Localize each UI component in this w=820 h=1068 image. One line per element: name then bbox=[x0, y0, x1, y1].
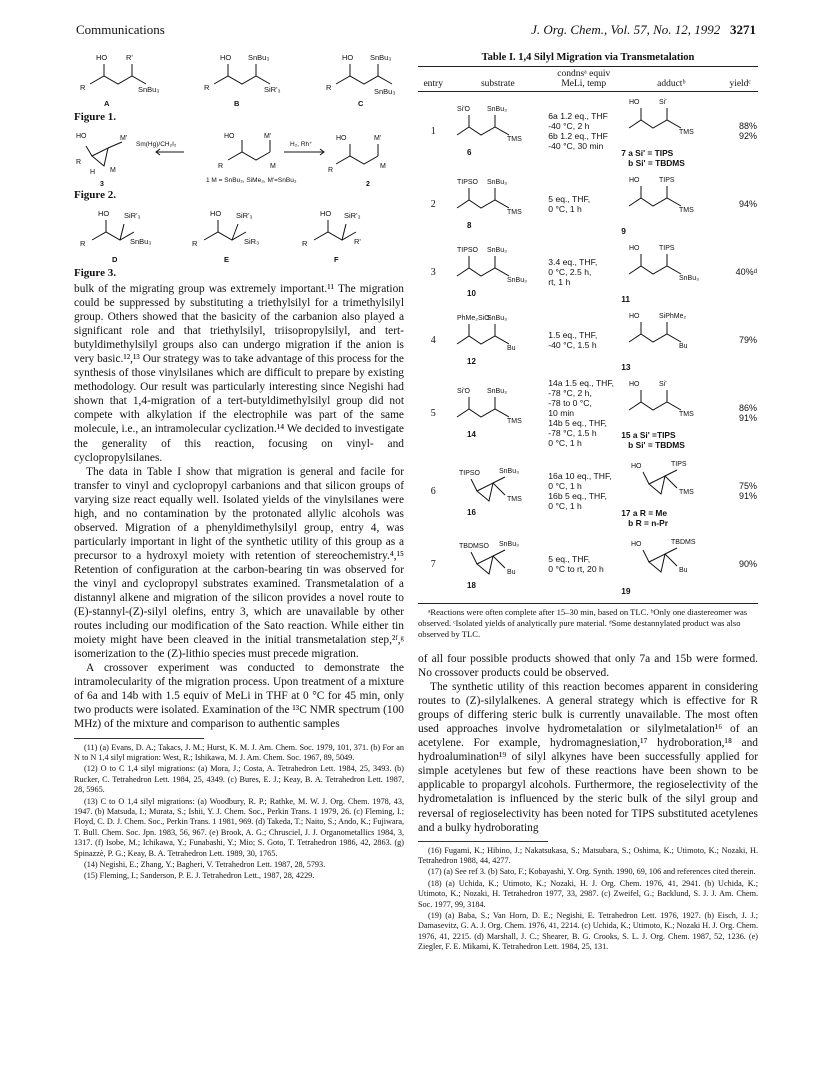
conditions-cell: 5 eq., THF, 0 °C, 1 h bbox=[548, 194, 591, 214]
svg-text:SnBu₃: SnBu₃ bbox=[370, 53, 392, 62]
yield-cell: 75% 91% bbox=[738, 481, 757, 501]
svg-text:R': R' bbox=[354, 237, 361, 246]
svg-text:SnBu₃: SnBu₃ bbox=[248, 53, 270, 62]
yield-cell: 94% bbox=[738, 199, 757, 209]
substrate-structure bbox=[449, 383, 541, 441]
table-row bbox=[418, 530, 758, 598]
svg-text:SnBu₃: SnBu₃ bbox=[507, 277, 528, 284]
left-footnotes bbox=[74, 743, 404, 882]
svg-text:R: R bbox=[328, 167, 334, 174]
table-title: Table I. 1,4 Silyl Migration via Transmetalation bbox=[481, 52, 695, 63]
svg-text:Bu: Bu bbox=[507, 345, 516, 352]
conditions-cell: 5 eq., THF, 0 °C to rt, 20 h bbox=[548, 554, 604, 574]
svg-text:HO: HO bbox=[629, 381, 640, 388]
substrate-cell bbox=[448, 170, 547, 238]
right-paragraph-2: The synthetic utility of this reaction becomes apparent in considering routes to (Z)-silylalkenes. A general strategy which is effective for R groups of differing steric bulk is currently unavailable. The most often used approaches involve hydrometalation or silylmetalation¹⁶ of an acetylene. For example, hydromagnesiation,¹⁷ hydroboration,¹⁸ and hydroalumination¹⁹ of silyl alkynes have been successfully applied for simple acetylenes but few of these reactions have been shown to be applicable to propargyl alcohols. Furthermore, the regioselectivity of the hydrometalation is influenced by the steric bulk of the silyl group and reversal of regioselectivity has been noted for TIPS substituted acetylenes and a bulky hydroborating bbox=[418, 681, 758, 834]
footnote-12: (12) O to C 1,4 silyl migrations: (a) Mora, J.; Costa, A. Tetrahedron Lett. 1984, 25, 3493. (b) Rucker, C. Tetrahedron Lett. 1984, 25, 4349. (c) Bures, E. J.; Keay, B. A. Tetrahedron Lett. 1987, 28, 5965. bbox=[74, 764, 404, 795]
entry-number: 5 bbox=[430, 407, 436, 419]
substrate-structure-number: 8 bbox=[467, 221, 472, 230]
svg-text:TIPS: TIPS bbox=[659, 177, 675, 184]
substrate-structure-number: 12 bbox=[467, 357, 477, 366]
svg-text:HO: HO bbox=[320, 209, 332, 218]
svg-text:HO: HO bbox=[96, 53, 108, 62]
svg-text:SnBu₃: SnBu₃ bbox=[499, 468, 520, 475]
figure-1-caption: Figure 1. bbox=[74, 111, 116, 123]
substrate-cell bbox=[448, 306, 547, 374]
conditions-cell: 14a 1.5 eq., THF, -78 °C, 2 h, -78 to 0 °C, 10 min 14b 5 eq., THF, -78 °C, 1.5 h 0 °C, 1 h bbox=[548, 378, 615, 448]
table-notes bbox=[418, 603, 758, 640]
svg-text:Bu: Bu bbox=[679, 567, 688, 574]
substrate-cell bbox=[448, 452, 547, 530]
substrate-cell bbox=[448, 374, 547, 452]
running-head-journal bbox=[531, 22, 756, 38]
svg-text:SiR'₃: SiR'₃ bbox=[236, 211, 253, 220]
adduct-cell bbox=[620, 374, 722, 452]
svg-text:SnBu₃: SnBu₃ bbox=[679, 275, 700, 282]
table-header-row bbox=[418, 67, 758, 92]
right-body-text bbox=[418, 652, 758, 835]
svg-text:SiR₃: SiR₃ bbox=[244, 237, 260, 246]
svg-text:HO: HO bbox=[629, 245, 640, 252]
svg-text:HO: HO bbox=[631, 463, 642, 470]
substrate-structure-number: 18 bbox=[467, 581, 477, 590]
svg-text:SnBu₃: SnBu₃ bbox=[487, 388, 508, 395]
footnote-19: (19) (a) Baba, S.; Van Horn, D. E.; Negishi, E. Tetrahedron Lett. 1976, 1927. (b) Eisch, J. J.; Damasevitz, G. A. J. Org. Chem. 1976, 41, 2214. (c) Uchida, K.; Utimoto, K.; Nozaki H. J. Org. Chem. 1976, 41, 2215. (d) Marshall, J. C.; Shearer, B. G. Crooks, S. L. J. Org. Chem. 1987, 52, 1236. (e) Ziegler, F. E. Mikami, K. Tetrahedron Lett. 1984, 25, 131. bbox=[418, 911, 758, 952]
yield-cell: 79% bbox=[738, 335, 757, 345]
footnote-11: (11) (a) Evans, D. A.; Takacs, J. M.; Hurst, K. M. J. Am. Chem. Soc. 1979, 101, 371. (b) For an N to N 1,4 silyl migration: West, R.; Ishikawa, M. J. Am. Chem. Soc. 1967, 89, 5049. bbox=[74, 742, 404, 762]
svg-text:Bu: Bu bbox=[507, 569, 516, 576]
fig2-legend: 1 M = SnBu₃, SiMe₃, M'=SnBu₃ bbox=[206, 177, 297, 184]
svg-text:M': M' bbox=[264, 133, 272, 140]
right-column bbox=[418, 48, 758, 954]
svg-text:SnBu₃: SnBu₃ bbox=[130, 237, 152, 246]
substrate-cell bbox=[448, 238, 547, 306]
table-row bbox=[418, 452, 758, 530]
footnote-18: (18) (a) Uchida, K.; Utimoto, K.; Nozaki, H. J. Org. Chem. 1976, 41, 2941. (b) Uchida, K.; Utimoto, K.; Nozaki, H. Tetrahedron 1977, 33, 2987. (c) Zweifel, G.; Backlund, S. J. J. Am. Chem. Soc. 1977, 99, 3184. bbox=[418, 878, 758, 909]
left-paragraph-3: A crossover experiment was conducted to demonstrate the intramolecularity of the migration process. Upon treatment of a mixture of 6a and 14b with 1.5 equiv of MeLi in THF at 0 °C for 45 min, only two products were isolated. Examination of the ¹³C NMR spectrum (100 MHz) of the mixture and comparison to authentic samples bbox=[74, 662, 404, 731]
fig3-label-f: F bbox=[334, 255, 339, 264]
svg-text:Bu: Bu bbox=[679, 343, 688, 350]
adduct-cell bbox=[620, 170, 722, 238]
adduct-cell bbox=[620, 452, 722, 530]
journal-citation: J. Org. Chem., Vol. 57, No. 12, 1992 bbox=[531, 22, 721, 37]
substrate-structure bbox=[449, 461, 541, 519]
svg-text:TBDMSO: TBDMSO bbox=[459, 543, 490, 550]
svg-text:M: M bbox=[270, 163, 276, 170]
svg-text:SiR'₃: SiR'₃ bbox=[344, 211, 361, 220]
svg-text:SnBu₃: SnBu₃ bbox=[487, 179, 508, 186]
svg-text:HO: HO bbox=[220, 53, 232, 62]
fig2-reagent-1: Sm(Hg)/CH₂I₂ bbox=[136, 141, 177, 148]
svg-text:SnBu₃: SnBu₃ bbox=[138, 85, 160, 94]
substrate-cell bbox=[448, 530, 547, 598]
substrate-structure bbox=[449, 242, 541, 300]
svg-text:TBDMS: TBDMS bbox=[671, 539, 696, 546]
fig2-label-3: 3 bbox=[100, 181, 104, 188]
adduct-structure bbox=[621, 94, 713, 146]
running-head-section: Communications bbox=[76, 22, 165, 37]
figure-3-caption: Figure 3. bbox=[74, 267, 116, 279]
svg-text:TIPS: TIPS bbox=[671, 461, 687, 468]
svg-text:H: H bbox=[90, 169, 96, 176]
fig3-label-e: E bbox=[224, 255, 230, 264]
svg-text:TMS: TMS bbox=[507, 209, 523, 216]
adduct-structure bbox=[621, 172, 713, 224]
footnote-13: (13) C to O 1,4 silyl migrations: (a) Woodbury, R. P.; Rathke, M. W. J. Org. Chem. 1978, 43, 1947. (b) Matsuda, I.; Murata, S.; Ishii, Y. J. Chem. Soc., Perkin Trans. 1 1979, 26. (c) Fleming, I.; Floyd, C. D. J. Chem. Soc., Perkin Trans. 1 1981, 969. (d) Takeda, T.; Naito, S.; Ando, K.; Fujiwara, T. Bull. Chem. Soc. Jpn. 1983, 56, 967. (e) Brook, A. G.; Chrusciel, J. J. Organometallics 1984, 3, 1317. (f) Isobe, M.; Ichikawa, Y.; Funabashi, Y.; Mio; S. Goto, T. Tetrahedron 1986, 42, 2863. (g) Spinazzè, P. G.; Keay, B. A. Tetrahedron Lett. 1989, 30, 1765. bbox=[74, 796, 404, 858]
svg-text:TMS: TMS bbox=[679, 129, 694, 136]
left-body-text bbox=[74, 282, 404, 732]
adduct-label: 13 bbox=[621, 362, 631, 372]
svg-text:TMS: TMS bbox=[679, 207, 694, 214]
figure-1-structures bbox=[74, 48, 404, 110]
figure-1 bbox=[74, 48, 404, 123]
conditions-cell: 3.4 eq., THF, 0 °C, 2.5 h, rt, 1 h bbox=[548, 257, 598, 287]
yield-cell: 40%ᵈ bbox=[735, 267, 757, 277]
svg-text:TIPSO: TIPSO bbox=[457, 179, 479, 186]
svg-text:SnBu₃: SnBu₃ bbox=[487, 315, 508, 322]
svg-text:R: R bbox=[80, 239, 86, 248]
svg-text:HO: HO bbox=[224, 133, 235, 140]
svg-text:R: R bbox=[192, 239, 198, 248]
svg-text:PhMe₂SiO: PhMe₂SiO bbox=[457, 315, 491, 322]
adduct-cell bbox=[620, 92, 722, 171]
figure-2-scheme bbox=[74, 126, 404, 188]
yield-cell: 86% 91% bbox=[738, 403, 757, 423]
svg-text:SnBu₃: SnBu₃ bbox=[487, 247, 508, 254]
svg-text:R: R bbox=[76, 159, 82, 166]
table-row bbox=[418, 170, 758, 238]
svg-text:TIPS: TIPS bbox=[659, 245, 675, 252]
adduct-label: 17 a R = Me b R = n-Pr bbox=[621, 508, 668, 528]
entry-number: 7 bbox=[430, 558, 436, 570]
conditions-cell: 6a 1.2 eq., THF -40 °C, 2 h 6b 1.2 eq., THF -40 °C, 30 min bbox=[548, 111, 608, 151]
adduct-structure bbox=[621, 376, 713, 428]
table-row bbox=[418, 238, 758, 306]
adduct-label: 11 bbox=[621, 294, 631, 304]
page-number: 3271 bbox=[730, 22, 756, 37]
substrate-structure-number: 6 bbox=[467, 148, 472, 157]
svg-text:Siʹ: Siʹ bbox=[659, 381, 667, 388]
right-footnotes bbox=[418, 846, 758, 953]
footnote-divider-right bbox=[418, 841, 548, 842]
svg-text:TIPSO: TIPSO bbox=[457, 247, 479, 254]
left-paragraph-2: The data in Table I show that migration is general and facile for transfer to vinyl and cyclopropyl carbanions and that silicon groups of varying size react equally well. Isolated yields of the vinylsilanes were high, and no contamination by the protonated allylic alcohols was observed. Migration of a phenyldimethylsilyl group, entry 4, was particularly important in light of the synthetic utility of this group as a precursor to a hydroxyl moiety with retention of stereochemistry.⁴,¹⁵ Retention of configuration at the carbon-bearing tin was observed for the vinyl and cyclopropyl substrates examined. Transmetalation of a distannyl alkene and migration of the silicon provides a novel route to (E)-stannyl-(Z)-silyl olefins, entry 3, which are unavailable by other routes including our modification of the Sato reaction. While either tin moiety might have been cleaved in the initial transmetalation step,²ᶠ,ᵍ isomerization to the (Z)-lithio species must precede migration. bbox=[74, 465, 404, 661]
svg-text:SiʹO: SiʹO bbox=[457, 106, 471, 113]
svg-text:SnBu₃: SnBu₃ bbox=[499, 541, 520, 548]
svg-text:HO: HO bbox=[210, 209, 222, 218]
substrate-structure-number: 10 bbox=[467, 289, 477, 298]
svg-text:HO: HO bbox=[629, 99, 640, 106]
svg-text:R: R bbox=[326, 83, 332, 92]
figure-2 bbox=[74, 126, 404, 201]
table-footnotes: ᵃReactions were often complete after 15–30 min, based on TLC. ᵇOnly one diastereomer was observed. ᶜIsolated yields of analytically pure material. ᵈSome destannylated product was also observed by TLC. bbox=[418, 607, 748, 639]
svg-text:SiʹO: SiʹO bbox=[457, 388, 471, 395]
left-paragraph-1: bulk of the migrating group was extremely important.¹¹ The migration could be suppressed by substituting a triethylsilyl for a trimethylsilyl group. Others showed that the basicity of the carbanion also played a significant role and that triethylsilyl, triisopropylsilyl, and tert-butyldimethylsilyl groups also can undergo migration if the anion is very basic.¹²,¹³ Our strategy was to take advantage of this process for the synthesis of those vinylsilanes which are difficult to prepare by existing methodology. Our result was particularly interesting since Negishi had shown that 1,4-migration of a tert-butyldimethylsilyl group did not compete with alkylation if the electrophile was part of the same molecule, i.e., an intramolecular cyclization.¹⁴ We decided to investigate the generality of this reaction, focusing on vinyl- and cyclopropylsilanes. bbox=[74, 283, 404, 464]
figure-2-caption: Figure 2. bbox=[74, 189, 116, 201]
svg-text:TMS: TMS bbox=[507, 136, 523, 143]
svg-text:R': R' bbox=[126, 53, 133, 62]
svg-text:SiR'₃: SiR'₃ bbox=[264, 85, 281, 94]
svg-text:TIPSO: TIPSO bbox=[459, 470, 481, 477]
figure-3 bbox=[74, 204, 404, 279]
figure-3-structures bbox=[74, 204, 404, 266]
svg-text:M: M bbox=[110, 167, 116, 174]
header-adduct: adductᵇ bbox=[620, 67, 722, 92]
yield-cell: 88% 92% bbox=[738, 121, 757, 141]
substrate-structure bbox=[449, 101, 541, 159]
entry-number: 4 bbox=[430, 334, 436, 346]
svg-text:HO: HO bbox=[629, 177, 640, 184]
fig1-label-b: B bbox=[234, 99, 240, 108]
adduct-cell bbox=[620, 306, 722, 374]
table-row bbox=[418, 306, 758, 374]
svg-text:HO: HO bbox=[629, 313, 640, 320]
svg-text:R: R bbox=[80, 83, 86, 92]
adduct-label: 19 bbox=[621, 586, 631, 596]
svg-text:R: R bbox=[302, 239, 308, 248]
svg-text:M': M' bbox=[374, 135, 382, 142]
adduct-cell bbox=[620, 238, 722, 306]
substrate-structure-number: 14 bbox=[467, 430, 477, 439]
svg-text:HO: HO bbox=[76, 133, 87, 140]
svg-text:R: R bbox=[218, 163, 224, 170]
svg-text:SiPhMe₂: SiPhMe₂ bbox=[659, 313, 687, 320]
fig2-label-2: 2 bbox=[366, 181, 370, 188]
svg-text:SiR'₃: SiR'₃ bbox=[124, 211, 141, 220]
footnote-17: (17) (a) See ref 3. (b) Sato, F.; Kobayashi, Y. Org. Synth. 1990, 69, 106 and references cited therein. bbox=[428, 867, 756, 877]
entry-number: 1 bbox=[430, 125, 436, 137]
svg-text:TMS: TMS bbox=[679, 489, 694, 496]
svg-text:HO: HO bbox=[98, 209, 110, 218]
adduct-structure bbox=[621, 308, 713, 360]
substrate-cell bbox=[448, 92, 547, 171]
adduct-cell bbox=[620, 530, 722, 598]
entry-number: 2 bbox=[430, 198, 436, 210]
svg-text:HO: HO bbox=[342, 53, 354, 62]
svg-text:TMS: TMS bbox=[507, 496, 523, 503]
footnote-14: (14) Negishi, E.; Zhang, Y.; Bagheri, V. Tetrahedron Lett. 1987, 28, 5793. bbox=[84, 859, 326, 869]
svg-text:M': M' bbox=[120, 135, 128, 142]
adduct-label: 7 a Si' = TIPS b Si' = TBDMS bbox=[621, 148, 685, 168]
svg-text:Siʹ: Siʹ bbox=[659, 99, 667, 106]
header-substrate: substrate bbox=[448, 67, 547, 92]
right-paragraph-1: of all four possible products showed that only 7a and 15b were formed. No crossover products could be observed. bbox=[418, 653, 758, 680]
svg-text:HO: HO bbox=[336, 135, 347, 142]
adduct-structure bbox=[621, 454, 713, 506]
entry-number: 6 bbox=[430, 485, 436, 497]
adduct-structure bbox=[621, 532, 713, 584]
table-row bbox=[418, 92, 758, 171]
svg-text:HO: HO bbox=[631, 541, 642, 548]
fig1-label-a: A bbox=[104, 99, 110, 108]
adduct-structure bbox=[621, 240, 713, 292]
footnote-16: (16) Fugami, K.; Hibino, J.; Nakatsukasa, S.; Matsubara, S.; Oshima, K.; Utimoto, K.; Nozaki, H. Tetrahedron 1988, 44, 4277. bbox=[418, 845, 758, 866]
fig3-label-d: D bbox=[112, 255, 118, 264]
left-column bbox=[74, 48, 404, 883]
header-conditions: condnsᵃ equiv MeLi, temp bbox=[547, 67, 620, 92]
svg-text:SnBu₃: SnBu₃ bbox=[487, 106, 508, 113]
entry-number: 3 bbox=[430, 266, 436, 278]
substrate-structure bbox=[449, 174, 541, 232]
svg-text:SnBu₃: SnBu₃ bbox=[374, 87, 396, 96]
adduct-label: 15 a Si' =TIPS b Si' = TBDMS bbox=[621, 430, 685, 450]
table-1 bbox=[418, 66, 758, 598]
conditions-cell: 1.5 eq., THF, -40 °C, 1.5 h bbox=[548, 330, 598, 350]
substrate-structure bbox=[449, 534, 541, 592]
header-yield: yieldᶜ bbox=[722, 67, 758, 92]
footnote-divider-left bbox=[74, 738, 204, 739]
table-row bbox=[418, 374, 758, 452]
conditions-cell: 16a 10 eq., THF, 0 °C, 1 h 16b 5 eq., THF, 0 °C, 1 h bbox=[548, 471, 612, 511]
header-entry: entry bbox=[418, 67, 448, 92]
svg-text:TMS: TMS bbox=[679, 411, 694, 418]
footnote-15: (15) Fleming, I.; Sanderson, P. E. J. Tetrahedron Lett., 1987, 28, 4229. bbox=[84, 871, 315, 881]
svg-text:TMS: TMS bbox=[507, 418, 523, 425]
fig1-label-c: C bbox=[358, 99, 364, 108]
fig2-reagent-2: H₂, Rh⁺ bbox=[290, 141, 313, 148]
svg-text:R: R bbox=[204, 83, 210, 92]
substrate-structure bbox=[449, 310, 541, 368]
substrate-structure-number: 16 bbox=[467, 508, 477, 517]
adduct-label: 9 bbox=[621, 226, 626, 236]
yield-cell: 90% bbox=[738, 559, 757, 569]
svg-text:M: M bbox=[380, 163, 386, 170]
